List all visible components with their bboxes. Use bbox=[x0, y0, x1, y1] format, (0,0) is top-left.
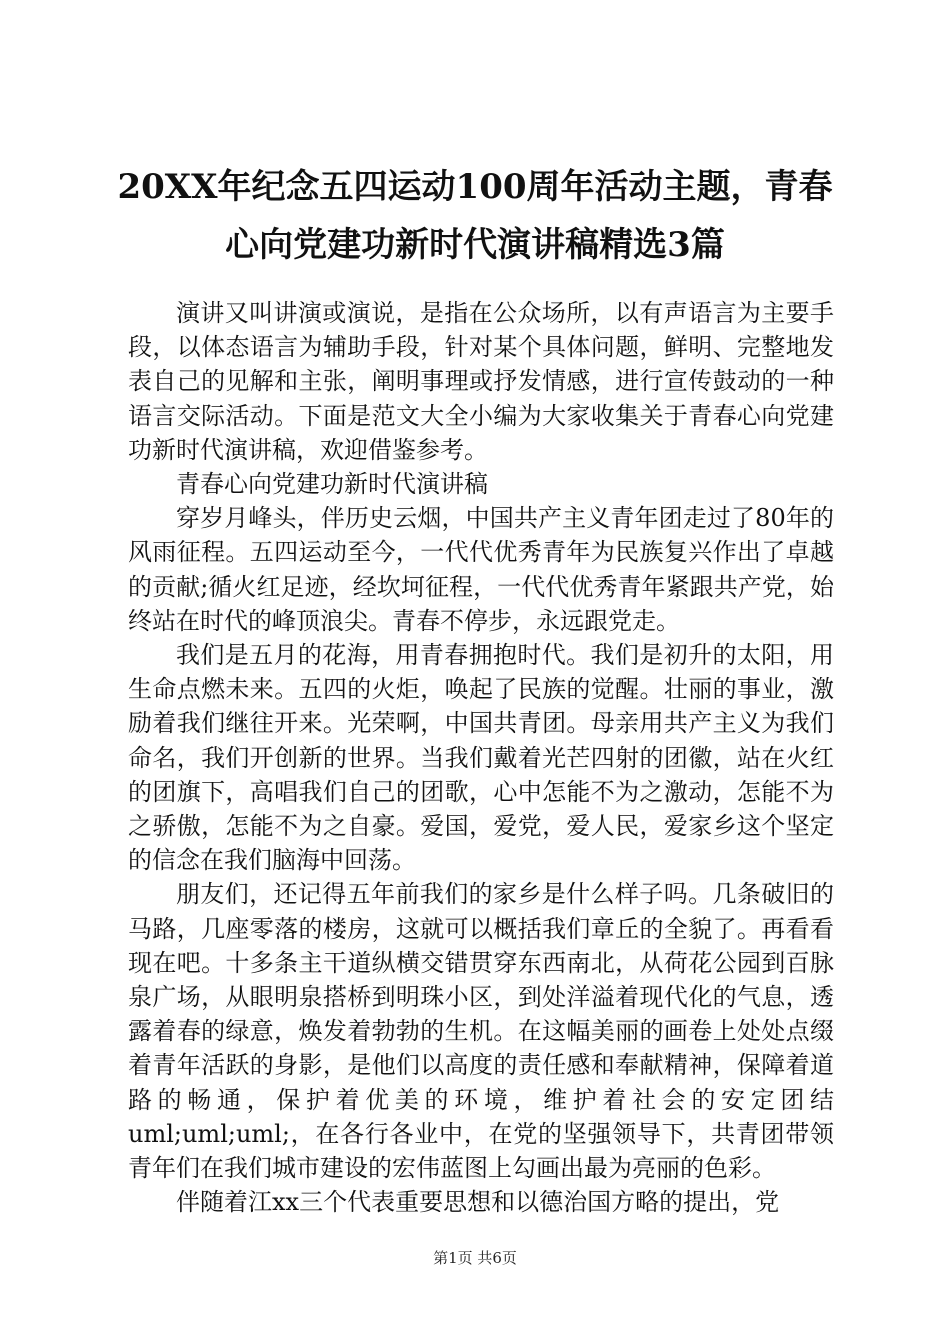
paragraph-hometown: 朋友们，还记得五年前我们的家乡是什么样子吗。几条破旧的马路，几座零落的楼房，这就可以概括我们章丘的全貌了。再看看现在吧。十多条主干道纵横交错贯穿东西南北，从荷花公园到百脉泉广场，从眼明泉搭桥到明珠小区，到处洋溢着现代化的气息，透露着春的绿意，焕发着勃勃的生机。在这幅美丽的画卷上处处点缀着青年活跃的身影，是他们以高度的责任感和奉献精神，保障着道路的畅通，保护着优美的环境，维护着社会的安定团结uml;uml;uml;，在各行各业中，在党的坚强领导下，共青团带领青年们在我们城市建设的宏伟蓝图上勾画出最为亮丽的色彩。 bbox=[128, 880, 834, 1183]
paragraph-history: 穿岁月峰头，伴历史云烟，中国共产主义青年团走过了80年的风雨征程。五四运动至今，一代代优秀青年为民族复兴作出了卓越的贡献;循火红足迹，经坎坷征程，一代代优秀青年紧跟共产党，始终站在时代的峰顶浪尖。青春不停步，永远跟党走。 bbox=[128, 504, 834, 635]
paragraph-may-flowers: 我们是五月的花海，用青春拥抱时代。我们是初升的太阳，用生命点燃未来。五四的火炬，唤起了民族的觉醒。壮丽的事业，激励着我们继往开来。光荣啊，中国共青团。母亲用共产主义为我们命名，我们开创新的世界。当我们戴着光芒四射的团徽，站在火红的团旗下，高唱我们自己的团歌，心中怎能不为之激动，怎能不为之骄傲，怎能不为之自豪。爱国，爱党，爱人民，爱家乡这个坚定的信念在我们脑海中回荡。 bbox=[128, 641, 834, 875]
paragraph-intro: 演讲又叫讲演或演说，是指在公众场所，以有声语言为主要手段，以体态语言为辅助手段，针对某个具体问题，鲜明、完整地发表自己的见解和主张，阐明事理或抒发情感，进行宣传鼓动的一种语言交际活动。下面是范文大全小编为大家收集关于青春心向党建功新时代演讲稿，欢迎借鉴参考。 bbox=[128, 299, 834, 464]
document-title: 20XX年纪念五四运动100周年活动主题，青春心向党建功新时代演讲稿精选3篇 bbox=[117, 167, 833, 265]
paragraph-subtitle: 青春心向党建功新时代演讲稿 bbox=[176, 470, 488, 499]
paragraph-three-represents: 伴随着江xx三个代表重要思想和以德治国方略的提出，党 bbox=[176, 1188, 780, 1217]
document-body bbox=[128, 296, 834, 1219]
page-number-footer: 第1页 共6页 bbox=[433, 1249, 517, 1267]
